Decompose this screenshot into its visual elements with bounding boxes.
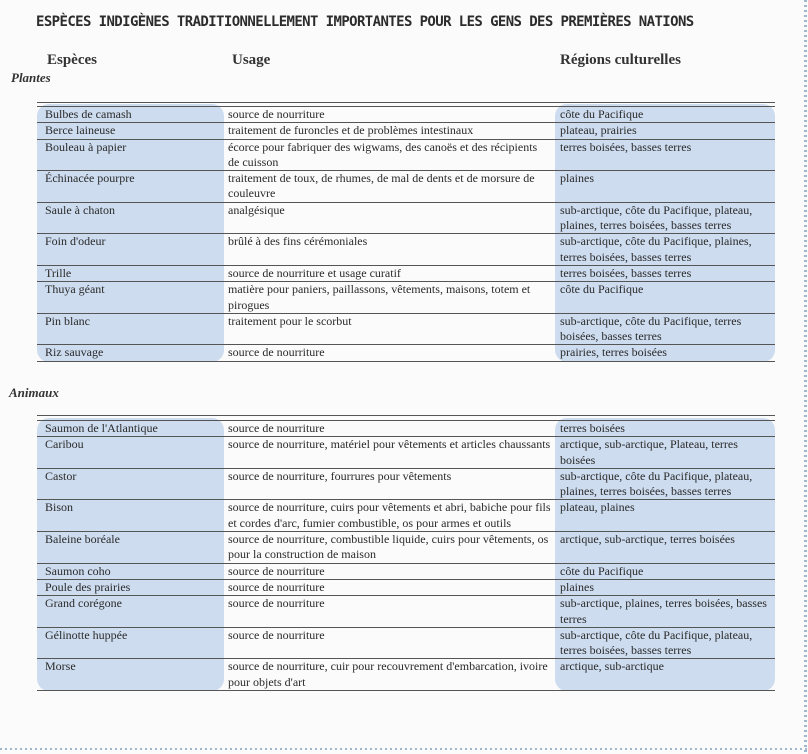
usage-cell: traitement de furoncles et de problèmes intestinaux — [222, 123, 555, 139]
table-row — [37, 171, 775, 203]
column-header-species: Espèces — [47, 52, 97, 68]
usage-cell: source de nourriture, combustible liquide, cuirs pour vêtements, os pour la construction de maison — [222, 532, 555, 564]
regions-cell: côte du Pacifique — [555, 282, 775, 314]
usage-cell: source de nourriture — [222, 421, 555, 437]
species-cell: Saumon de l'Atlantique — [37, 421, 222, 437]
species-cell: Poule des prairies — [37, 579, 222, 595]
usage-cell: source de nourriture, cuirs pour vêtements et abri, babiche pour fils et cordes d'arc, fumier combustible, os pour armes et outils — [222, 500, 555, 532]
regions-cell: plateau, prairies — [555, 123, 775, 139]
usage-cell: brûlé à des fins cérémoniales — [222, 234, 555, 266]
regions-cell: sub-arctique, côte du Pacifique, plaines, terres boisées, basses terres — [555, 234, 775, 266]
animals-table — [37, 420, 775, 691]
species-cell: Trille — [37, 265, 222, 281]
table-row — [37, 421, 775, 437]
table-row — [37, 282, 775, 314]
table-row — [37, 468, 775, 500]
usage-cell: source de nourriture, fourrures pour vêtements — [222, 468, 555, 500]
regions-cell: terres boisées, basses terres — [555, 139, 775, 171]
species-cell: Bulbes de camash — [37, 107, 222, 123]
usage-cell: traitement pour le scorbut — [222, 313, 555, 345]
usage-cell: analgésique — [222, 202, 555, 234]
table-row — [37, 532, 775, 564]
regions-cell: sub-arctique, côte du Pacifique, plateau, terres boisées, basses terres — [555, 627, 775, 659]
usage-cell: source de nourriture, cuir pour recouvrement d'embarcation, ivoire pour objets d'art — [222, 659, 555, 691]
species-cell: Échinacée pourpre — [37, 171, 222, 203]
table-row — [37, 202, 775, 234]
regions-cell: côte du Pacifique — [555, 563, 775, 579]
species-cell: Grand corégone — [37, 596, 222, 628]
species-cell: Castor — [37, 468, 222, 500]
species-cell: Foin d'odeur — [37, 234, 222, 266]
page-border-bottom — [0, 748, 808, 750]
species-cell: Berce laineuse — [37, 123, 222, 139]
column-header-regions: Régions culturelles — [560, 52, 681, 68]
regions-cell: terres boisées, basses terres — [555, 265, 775, 281]
species-cell: Bison — [37, 500, 222, 532]
table-row — [37, 659, 775, 691]
species-cell: Bouleau à papier — [37, 139, 222, 171]
usage-cell: source de nourriture — [222, 345, 555, 361]
species-cell: Morse — [37, 659, 222, 691]
table-row — [37, 563, 775, 579]
table-row — [37, 437, 775, 469]
animals-top-rule — [37, 415, 775, 416]
regions-cell: prairies, terres boisées — [555, 345, 775, 361]
species-cell: Pin blanc — [37, 313, 222, 345]
usage-cell: matière pour paniers, paillassons, vêtements, maisons, totem et pirogues — [222, 282, 555, 314]
species-cell: Saumon coho — [37, 563, 222, 579]
regions-cell: sub-arctique, plaines, terres boisées, basses terres — [555, 596, 775, 628]
usage-cell: écorce pour fabriquer des wigwams, des canoës et des récipients de cuisson — [222, 139, 555, 171]
table-row — [37, 579, 775, 595]
plants-table — [37, 106, 775, 362]
usage-cell: source de nourriture — [222, 579, 555, 595]
usage-cell: source de nourriture et usage curatif — [222, 265, 555, 281]
usage-cell: traitement de toux, de rhumes, de mal de dents et de morsure de couleuvre — [222, 171, 555, 203]
table-row — [37, 627, 775, 659]
species-cell: Thuya géant — [37, 282, 222, 314]
regions-cell: sub-arctique, côte du Pacifique, plateau, plaines, terres boisées, basses terres — [555, 468, 775, 500]
species-cell: Caribou — [37, 437, 222, 469]
regions-cell: plaines — [555, 579, 775, 595]
regions-cell: arctique, sub-arctique — [555, 659, 775, 691]
species-cell: Saule à chaton — [37, 202, 222, 234]
regions-cell: plaines — [555, 171, 775, 203]
table-row — [37, 139, 775, 171]
usage-cell: source de nourriture — [222, 596, 555, 628]
watermark-logo — [0, 120, 30, 750]
regions-cell: sub-arctique, côte du Pacifique, terres boisées, basses terres — [555, 313, 775, 345]
page-title: ESPÈCES INDIGÈNES TRADITIONNELLEMENT IMPORTANTES POUR LES GENS DES PREMIÈRES NATIONS — [36, 14, 694, 30]
usage-cell: source de nourriture, matériel pour vêtements et articles chaussants — [222, 437, 555, 469]
regions-cell: terres boisées — [555, 421, 775, 437]
table-row — [37, 123, 775, 139]
regions-cell: sub-arctique, côte du Pacifique, plateau, plaines, terres boisées, basses terres — [555, 202, 775, 234]
table-row — [37, 345, 775, 361]
page-border-right — [804, 0, 807, 754]
table-row — [37, 234, 775, 266]
table-row — [37, 500, 775, 532]
usage-cell: source de nourriture — [222, 563, 555, 579]
regions-cell: côte du Pacifique — [555, 107, 775, 123]
regions-cell: arctique, sub-arctique, Plateau, terres boisées — [555, 437, 775, 469]
species-cell: Gélinotte huppée — [37, 627, 222, 659]
usage-cell: source de nourriture — [222, 627, 555, 659]
section-label-plants: Plantes — [11, 70, 51, 85]
table-row — [37, 107, 775, 123]
table-row — [37, 313, 775, 345]
species-cell: Riz sauvage — [37, 345, 222, 361]
section-label-animals: Animaux — [9, 385, 59, 400]
table-row — [37, 265, 775, 281]
regions-cell: arctique, sub-arctique, terres boisées — [555, 532, 775, 564]
regions-cell: plateau, plaines — [555, 500, 775, 532]
species-cell: Baleine boréale — [37, 532, 222, 564]
table-row — [37, 596, 775, 628]
column-header-usage: Usage — [232, 52, 271, 68]
usage-cell: source de nourriture — [222, 107, 555, 123]
plants-top-rule — [37, 102, 775, 103]
